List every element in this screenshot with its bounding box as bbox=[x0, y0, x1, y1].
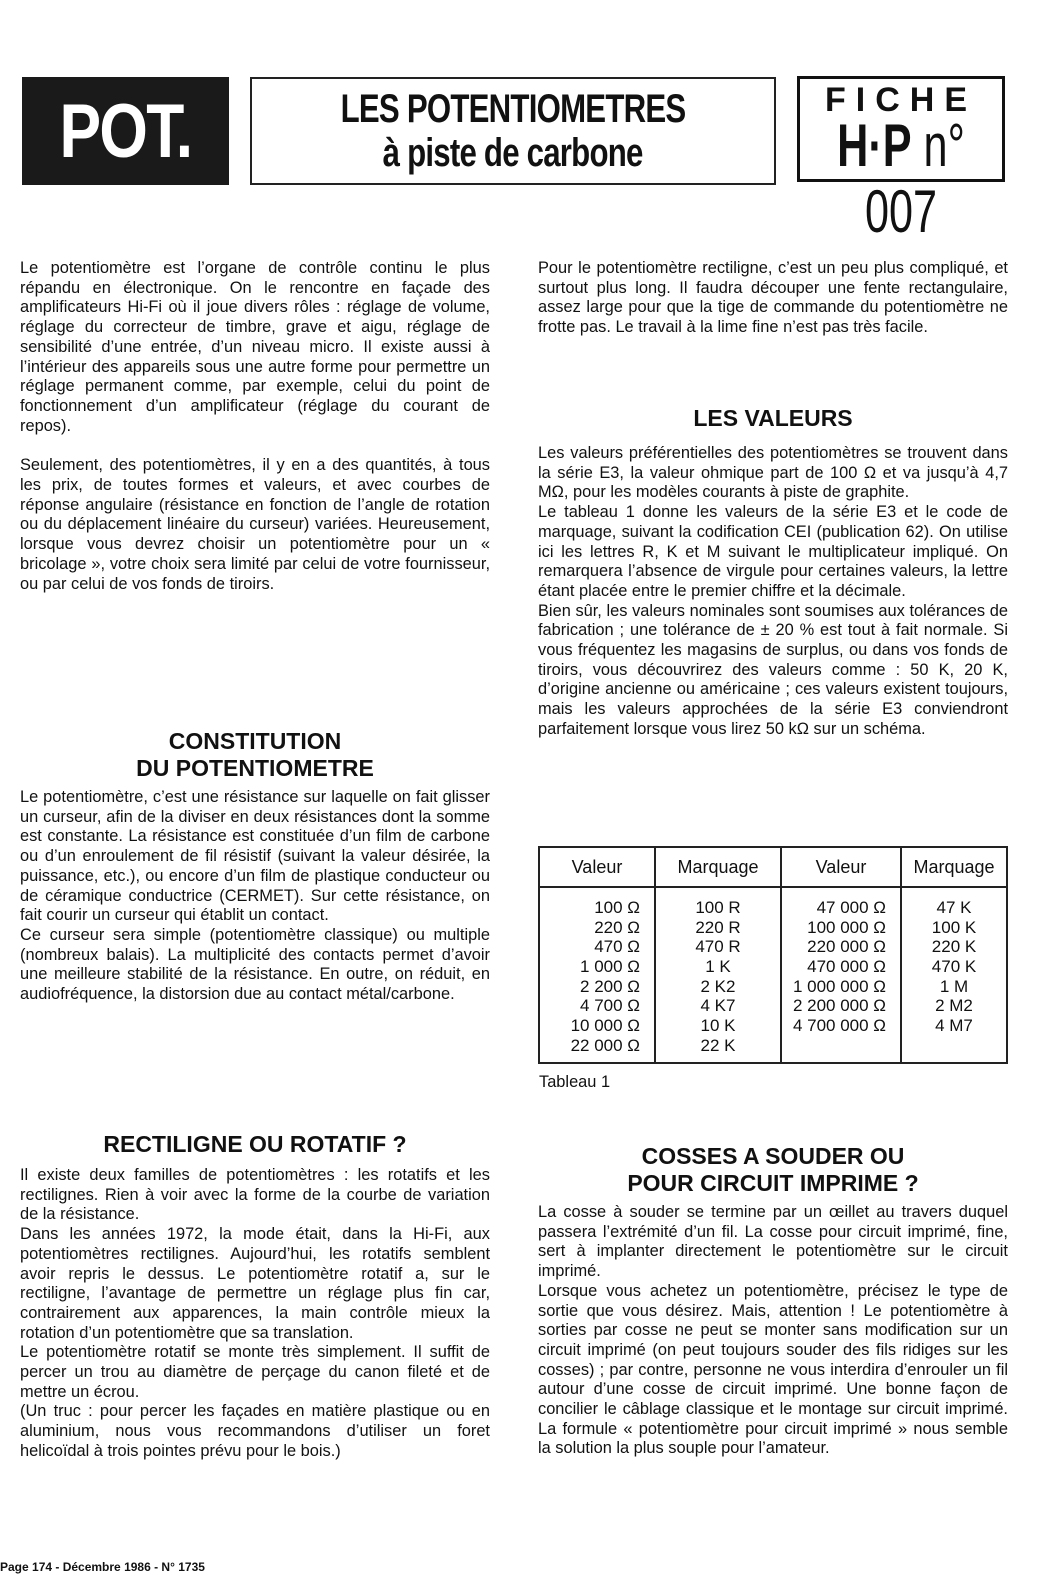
table-cell: 470 K bbox=[931, 957, 977, 977]
cosses-heading-2: POUR CIRCUIT IMPRIME ? bbox=[627, 1170, 919, 1196]
category-badge bbox=[22, 77, 229, 185]
rectiligne-paragraph-3: Le potentiomètre rotatif se monte très simplement. Il suffit de percer un trou au diamètre de perçage du canon fileté et de mettre un écrou. bbox=[20, 1343, 490, 1401]
table-cell: 470 Ω bbox=[594, 937, 640, 957]
table-cell: 2 K2 bbox=[700, 976, 736, 996]
table-cell: 100 000 Ω bbox=[807, 917, 886, 937]
table-col-marquage-1 bbox=[655, 887, 781, 1063]
table-cell: 220 K bbox=[931, 937, 977, 957]
valeurs-heading: LES VALEURS bbox=[693, 405, 853, 431]
table-cell: 22 000 Ω bbox=[570, 1035, 640, 1055]
constitution-heading-1: CONSTITUTION bbox=[168, 728, 342, 754]
fiche-prefix: H·P bbox=[837, 112, 912, 179]
table-cell: 10 000 Ω bbox=[570, 1016, 640, 1036]
intro-section bbox=[20, 259, 490, 594]
fiche-number-value: n° 007 bbox=[864, 112, 965, 245]
constitution-paragraph-1: Le potentiomètre, c’est une résistance sur laquelle on fait glisser un curseur, afin de la diviser en deux résistances dont la somme est constante. La résistance est constituée d’un film de carbone ou d’un enroulement de fil résistif (suivant la valeur désirée, la puissance, etc.), ou encore d’un film de plastique conducteur ou de céramique conductrice (CERMET). Sur cette résistance, on fait courir un curseur qui établit un contact. bbox=[20, 788, 490, 925]
table-cell: 1 M bbox=[939, 976, 969, 996]
fiche-label: FICHE bbox=[825, 81, 977, 119]
cosses-heading-1: COSSES A SOUDER OU bbox=[641, 1143, 905, 1169]
table-cell: 100 K bbox=[931, 917, 977, 937]
valeurs-section bbox=[538, 405, 1008, 740]
intro-paragraph-2: Seulement, des potentiomètres, il y en a des quantités, à tous les prix, de toutes formes et valeurs, et avec courbes de réponse angulaire (résistance en fonction de l’angle de rotation ou du déplacement linéaire du curseur) variées. Heureusement, lorsque vous devrez choisir un potentiomètre pour un « bricolage », votre choix sera limité par celui de votre fournisseur, ou par celui de vos fonds de tiroirs. bbox=[20, 456, 490, 593]
rectiligne-paragraph-2: Dans les années 1972, la mode était, dans la Hi-Fi, aux potentiomètres rectilignes. Aujourd’hui, les rotatifs semblent avoir repris le dessus. Le potentiomètre rotatif a, sur le rectiligne, l’avantage de permettre un réglage plus fin car, contrairement aux apparences, la main contrôle mieux la rotation d’un potentiomètre que sa translation. bbox=[20, 1225, 490, 1342]
table-cell: 470 000 Ω bbox=[807, 957, 886, 977]
table-header-marquage-2: Marquage bbox=[901, 847, 1007, 887]
table-cell: 2 200 Ω bbox=[580, 976, 640, 996]
table-cell: 100 R bbox=[695, 898, 741, 917]
table-cell: 4 K7 bbox=[700, 996, 736, 1016]
rectiligne-paragraph-4: (Un truc : pour percer les façades en matière plastique ou en aluminium, nous vous recommandons d’utiliser un foret helicoïdal à trois pointes prévu pour le bois.) bbox=[20, 1402, 490, 1460]
table-cell: 470 R bbox=[695, 937, 741, 957]
table-row bbox=[539, 887, 1007, 1063]
table-cell: 4 700 Ω bbox=[580, 996, 640, 1016]
table-cell: 2 200 000 Ω bbox=[792, 996, 886, 1016]
cosses-paragraph-2: Lorsque vous achetez un potentiomètre, précisez le type de sortie que vous désirez. Mais, attention ! Le potentiomètre à sorties par cosse ne peut se monter sans modification sur un circuit imprimé (on peut toujours souder des fils ridiges sur les cosses) ; par contre, personne ne vous interdira d’enrouler un fil autour d’une cosse de circuit imprimé. Une bonne façon de concilier le câblage classique et le montage sur circuit imprimé. La formule « potentiomètre pour circuit imprimé » nous semble la solution la plus souple pour l’amateur. bbox=[538, 1281, 1008, 1458]
page-footer: Page 174 - Décembre 1986 - N° 1735 bbox=[0, 1560, 205, 1574]
constitution-heading-2: DU POTENTIOMETRE bbox=[136, 755, 374, 781]
table-col-marquage-2 bbox=[901, 887, 1007, 1063]
table-col-valeur-2 bbox=[781, 887, 901, 1063]
cosses-section bbox=[538, 1143, 1008, 1459]
valeurs-paragraph-3: Bien sûr, les valeurs nominales sont soumises aux tolérances de fabrication ; une tolérance de ± 20 % est tout à fait normale. Si vous fréquentez les magasins de surplus, ou dans vos fonds de tiroirs, vous découvrirez des valeurs comme : 50 K, 20 K, d’origine ancienne ou américaine ; ces valeurs existent toujours, mais les valeurs approchées de la série E3 conviendront parfaitement lorsque vous lirez 50 kΩ sur un schéma. bbox=[538, 601, 1008, 738]
category-code: POT. bbox=[59, 88, 192, 174]
table-header-marquage-1: Marquage bbox=[655, 847, 781, 887]
valeurs-paragraph-1: Les valeurs préférentielles des potentiomètres se trouvent dans la série E3, la valeur ohmique part de 100 Ω et va jusqu’à 4,7 MΩ, pour les modèles courants à piste de graphite. bbox=[538, 444, 1008, 502]
rectiligne-heading: RECTILIGNE OU ROTATIF ? bbox=[103, 1131, 407, 1157]
table-cell: 220 R bbox=[695, 917, 741, 937]
rectiligne-paragraph-5: Pour le potentiomètre rectiligne, c’est un peu plus compliqué, et surtout plus long. Il faudra découper une fente rectangulaire, assez large pour que la tige de commande du potentiomètre ne frotte pas. Le travail à la lime fine n’est pas très facile. bbox=[538, 259, 1008, 337]
table-cell: 47 000 Ω bbox=[816, 898, 886, 917]
constitution-section bbox=[20, 728, 490, 1005]
table-cell: 22 K bbox=[700, 1035, 736, 1055]
table-cell: 220 000 Ω bbox=[807, 937, 886, 957]
table-header-valeur-2: Valeur bbox=[781, 847, 901, 887]
cosses-paragraph-1: La cosse à souder se termine par un œillet au travers duquel passera l’extrémité d’un fil. La cosse pour circuit imprimé, fine, sert à implanter directement le potentiomètre sur le circuit imprimé. bbox=[538, 1203, 1008, 1281]
table-cell: 4 700 000 Ω bbox=[792, 1016, 886, 1036]
table-cell: 1 K bbox=[705, 957, 731, 977]
values-table bbox=[538, 846, 1008, 1064]
constitution-paragraph-2: Ce curseur sera simple (potentiomètre classique) ou multiple (nombreux balais). La multiplicité des contacts permet d’avoir une meilleure stabilité de la résistance. En outre, on réduit, en audiofréquence, la distorsion due au contact métal/carbone. bbox=[20, 925, 490, 1004]
table-cell: 47 K bbox=[936, 898, 972, 917]
table-cell: 2 M2 bbox=[935, 996, 973, 1016]
fiche-number bbox=[828, 113, 973, 245]
rectiligne-paragraph-1: Il existe deux familles de potentiomètres : les rotatifs et les rectilignes. Rien à voir avec la forme de la courbe de variation de la résistance. bbox=[20, 1166, 490, 1224]
table-cell: 100 Ω bbox=[594, 898, 640, 917]
table-cell: 220 Ω bbox=[594, 917, 640, 937]
rectiligne-section bbox=[20, 1131, 490, 1462]
table-header-valeur-1: Valeur bbox=[539, 847, 655, 887]
table-col-valeur-1 bbox=[539, 887, 655, 1063]
title-box bbox=[250, 77, 776, 185]
valeurs-paragraph-2: Le tableau 1 donne les valeurs de la série E3 et le code de marquage, suivant la codification CEI (publication 62). On utilise ici les lettres R, K et M suivant le multiplicateur impliqué. On remarquera l’absence de virgule pour certaines valeurs, la lettre étant placée entre le premier chiffre et la décimale. bbox=[538, 503, 1008, 600]
fiche-box bbox=[797, 76, 1005, 245]
table-cell: 10 K bbox=[700, 1016, 736, 1036]
page-subtitle: à piste de carbone bbox=[383, 131, 643, 175]
intro-paragraph-1: Le potentiomètre est l’organe de contrôle continu le plus répandu en électronique. On le rencontre en façade des amplificateurs Hi-Fi où il joue divers rôles : réglage de volume, réglage du correcteur de timbre, grave et aigu, réglage de sensibilité d’une entrée, d’un niveau micro. Il existe aussi à l’intérieur des appareils sous une autre forme pour permettre un réglage permanent comme, par exemple, celui du point de fonctionnement d’un amplificateur (réglage du courant de repos). bbox=[20, 259, 490, 435]
table-cell: 1 000 000 Ω bbox=[792, 976, 886, 996]
table-cell: 1 000 Ω bbox=[580, 957, 640, 977]
page-title: LES POTENTIOMETRES bbox=[340, 87, 686, 131]
table-header-row bbox=[539, 847, 1007, 887]
rectiligne-continued bbox=[538, 259, 1008, 338]
table-caption: Tableau 1 bbox=[539, 1073, 611, 1091]
table-cell: 4 M7 bbox=[935, 1016, 973, 1036]
